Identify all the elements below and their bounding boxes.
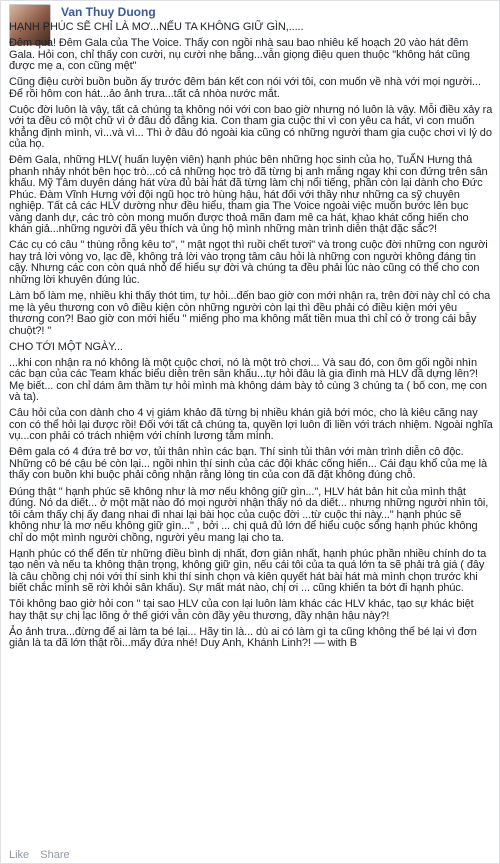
post-paragraph: Đêm qua! Đêm Gala của The Voice. Thấy con ngồi nhà sau bao nhiêu kế hoạch 20 vào hát đêm Gala. Hỏi con, chỉ thấy con cười, nụ cười nhẹ bẫng...vẫn giọng điệu quen thuộc "không hát cũng được mẹ a, con cũng mệt" [9, 37, 473, 73]
post-title: HẠNH PHÚC SẼ CHỈ LÀ MƠ...NẾU TA KHÔNG GIỮ GÌN,..... [9, 21, 304, 33]
post-paragraph: Làm bố làm mẹ, nhiều khi thấy thót tim, tự hỏi...đến bao giờ con mới nhận ra, trên đời này chỉ có cha mẹ là yêu thương con vô điều kiện còn những người còn lại thì đều phải có điều kiện mới yêu thương con?! Bao giờ con mới hiểu " miếng pho ma không mất tiền mua thì chỉ có ở trong cái bẫy chuột?! " [9, 290, 494, 337]
post-paragraph: Cuộc đời luôn là vậy, tất cả chúng ta không nói với con bao giờ nhưng nó luôn là vậy. Mỗi điều xảy ra với ta đều có một chữ vì ở đâu đó đằng kia. Con tham gia cuộc thi vì con yêu ca hát, vì con muốn khẳng định mình, vì...và vì... Thì ở đâu đó ngoài kia cũng có những người tham gia cuộc chơi vì lý do của họ. [9, 103, 496, 151]
post-paragraph: Tôi không bao giờ hỏi con " tại sao HLV của con lại luôn làm khác các HLV khác, tạo sự khác biệt hay thật sự chị lạc lõng ở thế giới vẫn còn đầy yêu thương, đầy nhận hậu này?! [9, 598, 477, 622]
post-paragraph: Các cụ có câu " thùng rỗng kêu to", " mật ngọt thì ruồi chết tươi" và trong cuộc đời những con người hay trả lời vòng vo, lạc đề, không trả lời vào trọng tâm câu hỏi là những con người không đáng tin cậy. Nhưng các con còn quá nhỏ để hiểu sự đời và chúng ta đều phải lúc nào cũng có thể cho con những lời khuyên đúng lúc. [9, 239, 491, 286]
post-body [9, 21, 496, 654]
post-paragraph: Hạnh phúc có thể đến từ những điều bình dị nhất, đơn giản nhất, hạnh phúc phần nhiều chính do ta tạo nên và nếu ta không thận trọng, không giữ gìn, nếu cái tôi của ta quá lớn ta sẽ phải trả giá ( đây là câu chồng chị nói với thí sinh khi thí sinh chọn và kiên quyết hát bài hát mà mình chọn trước khi biết chắc mình sẽ rời khỏi sân khấu). Sự mất mát nào, chị ơi ... cũng khiến ta bớt đi hạnh phúc. [9, 547, 490, 595]
post-paragraph: Đúng thật " hạnh phúc sẽ không như là mơ nếu không giữ gìn...", HLV hát bản hit của mình thật đúng. Nó da diết... ở một mặt nào đó mọi người nhận thấy nó da diết... nhưng những người nhìn tôi, tôi cảm thấy chị ấy đang nhai đi nhai lại bài học của cuộc đời ...từ cuộc thi này..." hạnh phúc sẽ không như là mơ nếu không giữ gìn..." , bởi ... chị quả đủ lớn để hiểu cuộc sống hạnh phúc không chỉ do một mình người chồng, người yêu mang lại cho ta. [9, 485, 492, 544]
post-paragraph: Ảo ảnh trưa...đừng để ai làm ta bé lại... Hãy tin là... dù ai có làm gì ta cũng không thể bé lại vì đơn giản là ta đã lớn thật rồi...mấy đứa nhé! Duy Anh, Khánh Linh?! — with B [9, 625, 480, 650]
section-heading: CHO TỚI MỘT NGÀY... [9, 340, 123, 353]
author-name[interactable]: Van Thuy Duong [61, 5, 156, 19]
post-paragraph: Cũng điệu cười buồn buồn ấy trước đêm bán kết con nói với tôi, con muốn về nhà với mọi người... Để rồi hôm con hát...ảo ảnh trưa...tất cả nhòa nước mắt. [9, 76, 484, 100]
like-link[interactable]: Like [9, 849, 30, 861]
post-paragraph: Đêm gala có 4 đứa trẻ bơ vơ, tủi thân nhìn các bạn. Thí sinh tủi thân với màn trình diễn cô độc. Những cô bé cậu bé còn lại... ngồi nhìn thí sinh của các đội khác cống hiến... Cái đau khổ của mẹ là thấy con buồn khi buộc phải công nhận rằng lòng tin của con đã đặt không đúng chỗ. [9, 446, 490, 482]
post-paragraph: Câu hỏi của con dành cho 4 vị giám khảo đã từng bị nhiều khán giả bới móc, cho là kiêu căng nay con có thể hỏi lại được rồi! Đối với tất cả chúng ta, quyền lợi luôn đi liền với trách nhiệm. Ngoài nghĩa vụ...con phải có trách nhiệm với chính lương tâm mình. [9, 407, 496, 443]
post-paragraph: Đêm Gala, những HLV( huấn luyện viên) hạnh phúc bên những học sinh của họ, TuẤN Hưng thả phanh nhảy nhót bên học trò...có cả những học trò đã từng bị anh mắng ngay khi con đứng trên sân khấu. Mỹ Tâm duyên dáng hát vừa đủ bài hát đã từng làm chị nổi tiếng, phần còn lại dành cho Đức Phúc. Đàm Vĩnh Hưng với đội ngũ học trò hùng hậu, hát đối với thầy như những ca sỹ chuyên nghiệp. Tất cả các HLV dường như đều hiểu, tham gia The Voice ngoài việc muốn bước lên bục vàng danh dự, các trò còn mong muốn được thoả mãn đam mê ca hát, khao khát cống hiến cho khán giả...những người đã yêu thích và ủng hộ mình những màn trình diễn thật đặc sắc?! [9, 154, 491, 236]
post-footer [9, 849, 78, 861]
post-paragraph: ...khi con nhận ra nó không là một cuộc chơi, nó là một trò chơi... Và sau đó, con ôm gối ngồi nhìn các bạn của các Team khác biểu diễn trên sân khấu...tự hỏi đâu là gia đình mà HLV đã dựng lên?! Mẹ biết... con chỉ dám âm thầm tự hỏi mình mà không dám bày tỏ cùng 3 chúng ta ( bố con, mẹ con và ta). [9, 356, 490, 404]
share-link[interactable]: Share [40, 849, 70, 861]
